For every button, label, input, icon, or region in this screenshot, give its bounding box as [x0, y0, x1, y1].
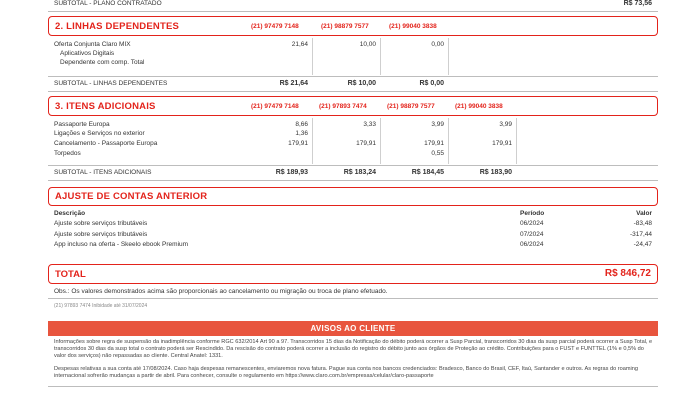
- ajuste-row-value: -24,47: [633, 241, 652, 248]
- total-box: [48, 264, 658, 284]
- divider: [48, 386, 658, 387]
- col-header-periodo: Período: [520, 210, 545, 217]
- ajuste-header: [48, 187, 658, 206]
- phone-col-3: (21) 99040 3838: [389, 23, 437, 30]
- total-label: TOTAL: [55, 269, 86, 280]
- linhas-subtotal: R$ 21,64: [279, 80, 308, 87]
- itens-row-value: 8,66: [295, 121, 308, 128]
- linhas-row-value: 10,00: [359, 41, 376, 48]
- divider: [48, 165, 658, 166]
- itens-row-value: 3,99: [499, 121, 512, 128]
- subtotal-plano-value: R$ 73,56: [623, 0, 652, 7]
- linhas-dependentes-header: [48, 16, 658, 36]
- divider: [48, 180, 658, 181]
- linhas-row-label: Aplicativos Digitais: [60, 50, 115, 57]
- ajuste-row-desc: App incluso na oferta - Skeelo ebook Premium: [54, 241, 189, 248]
- itens-row-value: 179,91: [424, 140, 444, 147]
- ajuste-row-period: 07/2024: [520, 231, 544, 238]
- divider: [48, 91, 658, 92]
- itens-row-value: 179,91: [356, 140, 376, 147]
- itens-row-value: 3,33: [363, 121, 376, 128]
- divider: [48, 298, 658, 299]
- itens-row-label: Ligações e Serviços no exterior: [54, 130, 145, 137]
- small-note: (21) 97893 7474 Inibidade até 31/07/2024: [54, 303, 148, 309]
- phone-col-4: (21) 99040 3838: [455, 103, 503, 110]
- subtotal-plano-label: SUBTOTAL - PLANO CONTRATADO: [54, 0, 162, 7]
- itens-row-label: Cancelamento - Passaporte Europa: [54, 140, 158, 147]
- ajuste-row-desc: Ajuste sobre serviços tributáveis: [54, 220, 148, 227]
- linhas-subtotal-label: SUBTOTAL - LINHAS DEPENDENTES: [54, 80, 168, 87]
- col-header-descricao: Descrição: [54, 210, 86, 217]
- linhas-row-value: 21,64: [291, 41, 308, 48]
- ajuste-row-value: -83,48: [633, 220, 652, 227]
- ajuste-row-desc: Ajuste sobre serviços tributáveis: [54, 231, 148, 238]
- phone-col-3: (21) 98879 7577: [387, 103, 435, 110]
- itens-subtotal: R$ 183,90: [479, 169, 512, 176]
- itens-row-label: Passaporte Europa: [54, 121, 110, 128]
- avisos-paragraph-2: Despesas relativas a sua conta até 17/08/2024. Caso haja despesas remanescentes, enviaremos nova fatura. Pague sua conta nos bancos credenciados: Bradesco, Banco do Brasil, CEF, Itaú, Santander e outros. As regras do roaming internacional sofrerão mudanças a partir de abril. Para conhecer, consulte o regulamento em https://www.claro.com.br/empresas/celular/claro-passaporte: [54, 366, 638, 380]
- phone-col-1: (21) 97479 7148: [251, 23, 299, 30]
- section-title: 2. LINHAS DEPENDENTES: [55, 21, 180, 32]
- itens-subtotal: R$ 183,24: [343, 169, 376, 176]
- ajuste-row-value: -317,44: [629, 231, 652, 238]
- itens-subtotal-label: SUBTOTAL - ITENS ADICIONAIS: [54, 169, 152, 176]
- obs-text: Obs.: Os valores demonstrados acima são proporcionais ao cancelamento ou migração ou troca de plano efetuado.: [54, 288, 388, 295]
- ajuste-row-period: 06/2024: [520, 220, 544, 227]
- section-title: 3. ITENS ADICIONAIS: [55, 101, 156, 112]
- linhas-subtotal: R$ 10,00: [347, 80, 376, 87]
- avisos-paragraph-1: Informações sobre regra de suspensão da inadimplência conforme RGC 632/2014 Art 90 a 97. Transcorridos 15 dias da Notificação do débito poderá ocorrer a Susp Parcial, transcorridos 30 dias da susp parcial poderá ocorrer a Susp Total, e transcorridos 30 dias da susp total o contrato poderá ser Rescindido. Da rescisão do contrato poderá ocorrer a inclusão do registro do débito junto aos órgãos de Proteção ao crédito. Contribuições para o FUST e FUNTTEL (1% e 0,5% do valor dos serviços) não repassadas ao cliente. Central Anatel: 1331.: [54, 339, 653, 360]
- total-value: R$ 846,72: [604, 268, 651, 279]
- itens-row-value: 179,91: [492, 140, 512, 147]
- col-header-valor: Valor: [636, 210, 652, 217]
- itens-row-value: 3,99: [431, 121, 444, 128]
- linhas-row-label: Oferta Conjunta Claro MIX: [54, 41, 131, 48]
- ajuste-row-period: 06/2024: [520, 241, 544, 248]
- itens-row-value: 1,36: [295, 130, 308, 137]
- linhas-row-label: Dependente com comp. Total: [60, 59, 145, 66]
- itens-subtotal: R$ 189,93: [275, 169, 308, 176]
- divider: [48, 11, 658, 12]
- itens-adicionais-header: [48, 96, 658, 116]
- phone-col-2: (21) 98879 7577: [321, 23, 369, 30]
- itens-subtotal: R$ 184,45: [411, 169, 444, 176]
- itens-row-value: 179,91: [288, 140, 308, 147]
- itens-row-label: Torpedos: [54, 150, 81, 157]
- phone-col-1: (21) 97479 7148: [251, 103, 299, 110]
- linhas-subtotal: R$ 0,00: [419, 80, 444, 87]
- linhas-row-value: 0,00: [431, 41, 444, 48]
- itens-row-value: 0,55: [431, 150, 444, 157]
- phone-col-2: (21) 97893 7474: [319, 103, 367, 110]
- section-title: AJUSTE DE CONTAS ANTERIOR: [55, 191, 208, 202]
- divider: [48, 76, 658, 77]
- avisos-header: AVISOS AO CLIENTE: [48, 321, 658, 336]
